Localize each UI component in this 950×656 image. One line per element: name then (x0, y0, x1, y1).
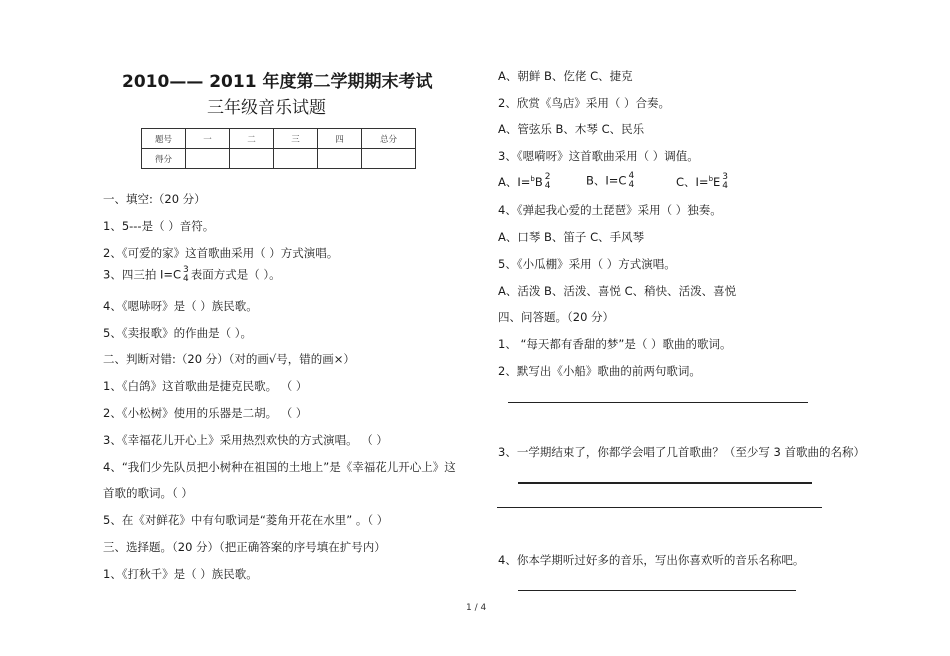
exam-title: 2010—— 2011 年度第二学期期末考试 (122, 72, 433, 92)
s3-q5-options: A、活泼 B、活泼、喜悦 C、稍快、活泼、喜悦 (498, 284, 737, 298)
fraction-denominator: 4 (722, 181, 729, 192)
s4-question-2: 2、默写出《小船》歌曲的前两句歌词。 (498, 364, 701, 378)
score-table-header-cell: 题号 (142, 129, 186, 149)
s3-question-5: 5、《小瓜棚》采用（ ）方式演唱。 (498, 257, 676, 271)
score-cell (230, 149, 274, 169)
flat-sign: b (530, 175, 535, 183)
s1-question-3 (103, 266, 281, 284)
score-table-header-cell: 二 (230, 129, 274, 149)
s3-question-3: 3、《嗯嗬呀》这首歌曲采用（ ）调值。 (498, 149, 699, 163)
score-cell (274, 149, 318, 169)
answer-line[interactable] (518, 482, 812, 484)
key-letter: E (713, 174, 721, 189)
s2-question-1: 1、《白鸽》这首歌曲是捷克民歌。 （ ） (103, 379, 308, 393)
score-table-header-cell: 一 (186, 129, 230, 149)
option-c-prefix: C、I= (676, 174, 709, 189)
time-signature (628, 172, 634, 190)
answer-line[interactable] (497, 507, 822, 508)
s3-question-1: 1、《打秋千》是（ ）族民歌。 (103, 567, 258, 581)
s2-question-3: 3、《幸福花儿开心上》采用热烈欢快的方式演唱。 （ ） (103, 433, 388, 447)
score-table-header-row (142, 129, 416, 149)
time-signature (722, 173, 728, 191)
s4-question-3: 3、一学期结束了，你都学会唱了几首歌曲？（至少写 3 首歌曲的名称） (498, 445, 865, 459)
section4-heading: 四、问答题。（20 分） (498, 310, 615, 324)
fraction-numerator: 3 (183, 265, 189, 275)
score-cell (186, 149, 230, 169)
s2-question-5: 5、在《对鲜花》中有句歌词是“菱角开花在水里” 。（ ） (103, 513, 389, 527)
s1-question-1: 1、5---是（ ）音符。 (103, 219, 215, 233)
score-table (141, 128, 416, 169)
s1-question-4: 4、《嗯哧呀》是（ ）族民歌。 (103, 299, 258, 313)
score-table-header-cell: 总分 (362, 129, 416, 149)
fraction-numerator: 2 (544, 172, 551, 183)
score-table-header-cell: 三 (274, 129, 318, 149)
score-cell (362, 149, 416, 169)
s3-q3-option-c (676, 172, 730, 191)
score-table-score-row (142, 149, 416, 169)
s4-question-4: 4、你本学期听过好多的音乐，写出你喜欢听的音乐名称吧。 (498, 553, 805, 567)
flat-sign: b (708, 175, 714, 183)
page-number: 1 / 4 (466, 603, 487, 613)
key-letter: B (534, 174, 543, 189)
score-table-header-cell: 四 (318, 129, 362, 149)
fraction-numerator: 4 (628, 171, 635, 181)
s1-q3-suffix: 表面方式是（ ）。 (190, 267, 281, 282)
score-row-label: 得分 (142, 149, 186, 169)
score-cell (318, 149, 362, 169)
s2-question-4-line2: 首歌的歌词。（ ） (103, 486, 193, 500)
s2-question-2: 2、《小松树》使用的乐器是二胡。 （ ） (103, 406, 308, 420)
s3-question-2: 2、欣赏《鸟店》采用（ ）合奏。 (498, 96, 670, 110)
time-signature (183, 266, 189, 284)
s3-q1-options: A、朝鲜 B、仡佬 C、捷克 (498, 69, 633, 83)
option-b-prefix: B、I=C (586, 173, 627, 188)
s1-q3-prefix: 3、四三拍 I=C (103, 267, 182, 282)
fraction-numerator: 3 (722, 172, 729, 183)
s1-question-2: 2、《可爱的家》这首歌曲采用（ ）方式演唱。 (103, 246, 339, 260)
section1-heading: 一、填空:（20 分） (103, 192, 206, 206)
exam-subtitle: 三年级音乐试题 (207, 98, 326, 118)
s3-q2-options: A、管弦乐 B、木琴 C、民乐 (498, 122, 645, 136)
s4-question-1: 1、 “每天都有香甜的梦”是（ ）歌曲的歌词。 (498, 337, 732, 351)
answer-line[interactable] (518, 590, 796, 591)
s3-q3-option-a (498, 172, 552, 191)
answer-line[interactable] (508, 402, 808, 403)
fraction-denominator: 4 (628, 180, 635, 190)
s3-q4-options: A、口琴 B、笛子 C、手风琴 (498, 230, 645, 244)
s3-question-4: 4、《弹起我心爱的土琵琶》采用（ ）独奏。 (498, 203, 722, 217)
s1-question-5: 5、《卖报歌》的作曲是（ ）。 (103, 326, 252, 340)
time-signature (545, 173, 551, 191)
s3-q3-option-b (586, 172, 636, 190)
fraction-denominator: 4 (544, 181, 551, 192)
option-a-prefix: A、I= (498, 174, 531, 189)
s2-question-4-line1: 4、“我们少先队员把小树种在祖国的土地上”是《幸福花儿开心上》这 (103, 460, 456, 474)
section2-heading: 二、判断对错:（20 分）（对的画√号，错的画×） (103, 352, 355, 366)
section3-heading: 三、选择题。（20 分）（把正确答案的序号填在扩号内） (103, 540, 386, 554)
fraction-denominator: 4 (183, 274, 189, 284)
